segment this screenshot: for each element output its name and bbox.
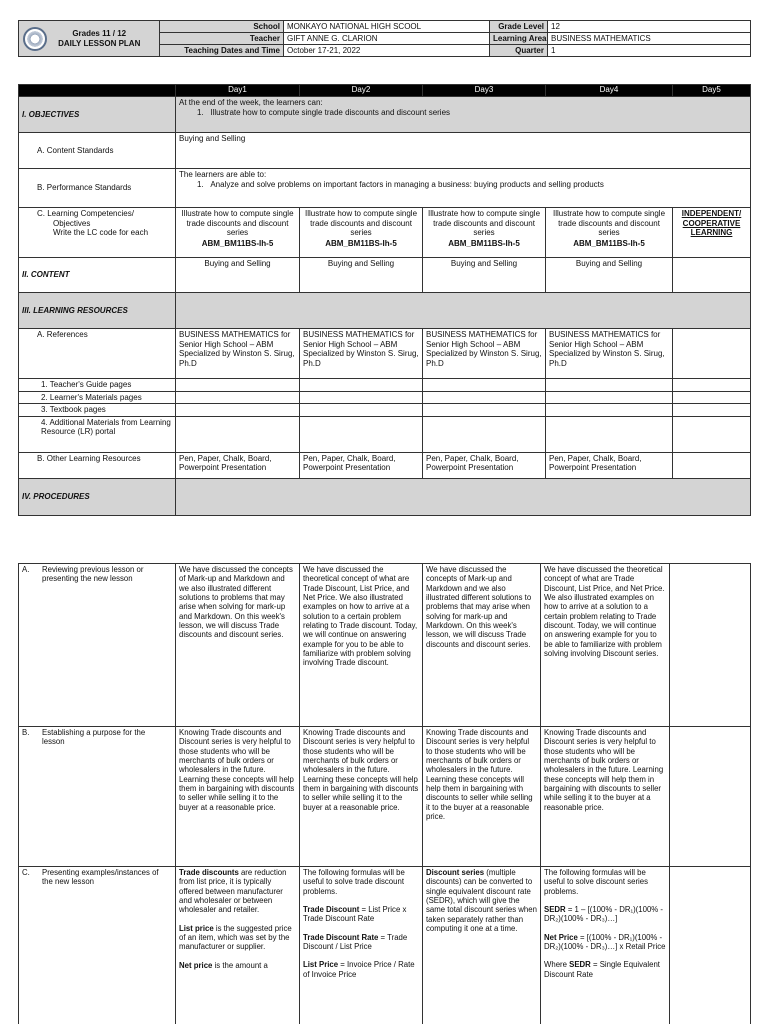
formula-sedr: = 1 – [(100% - DR₁)(100% - DR₂)(100% - DR₃)…] xyxy=(544,905,663,924)
other-day1: Pen, Paper, Chalk, Board, Powerpoint Presentation xyxy=(176,452,300,478)
other-day2: Pen, Paper, Chalk, Board, Powerpoint Presentation xyxy=(300,452,423,478)
proc-a-day5 xyxy=(670,564,751,727)
grade-level-value: 12 xyxy=(548,21,751,33)
tb-day5 xyxy=(673,404,751,417)
tb-day3 xyxy=(423,404,546,417)
performance-item-text: Analyze and solve problems on important factors in managing a business: buying products and selling products xyxy=(210,179,604,189)
competency-text: Illustrate how to compute single trade discounts and discount series xyxy=(181,209,294,238)
where-sedr-term: SEDR xyxy=(569,960,591,970)
where-prefix: Where xyxy=(544,960,570,970)
performance-item: 1. Analyze and solve problems on important factors in managing a business: buying products and selling products xyxy=(197,179,604,189)
competency-day3 xyxy=(423,208,546,258)
competency-day1 xyxy=(176,208,300,258)
plan-title-cell xyxy=(19,21,160,57)
content-standards-label: A. Content Standards xyxy=(19,133,176,169)
competencies-label-line2: Objectives xyxy=(53,218,91,228)
content-day3: Buying and Selling xyxy=(423,258,546,293)
content-day5 xyxy=(673,258,751,293)
content-day1: Buying and Selling xyxy=(176,258,300,293)
proc-c-letter: C. xyxy=(22,868,30,877)
add-day2 xyxy=(300,416,423,452)
reference-day1: BUSINESS MATHEMATICS for Senior High School – ABM Specialized by Winston S. Sirug, Ph.D xyxy=(176,329,300,379)
tb-day2 xyxy=(300,404,423,417)
plan-type: DAILY LESSON PLAN xyxy=(58,38,141,48)
proc-c-label xyxy=(19,867,176,1024)
objectives-item-text: Illustrate how to compute single trade discounts and discount series xyxy=(210,107,451,117)
objectives-item: 1. Illustrate how to compute single trade discounts and discount series xyxy=(197,107,451,117)
reference-day5 xyxy=(673,329,751,379)
tg-day2 xyxy=(300,379,423,392)
competency-code: ABM_BM11BS-Ih-5 xyxy=(325,238,397,248)
school-value: MONKAYO NATIONAL HIGH SCOOL xyxy=(284,21,490,33)
proc-b-day5 xyxy=(670,727,751,867)
def-list-price: is the suggested price of an item, which was set by the manufacturer or supplier. xyxy=(179,923,292,952)
other-day5 xyxy=(673,452,751,478)
reference-day4: BUSINESS MATHEMATICS for Senior High School – ABM Specialized by Winston S. Sirug, Ph.D xyxy=(546,329,673,379)
proc-a-label-text: Reviewing previous lesson or presenting the new lesson xyxy=(42,565,144,584)
day-header-blank xyxy=(19,85,176,97)
formula-list-price-term: List Price xyxy=(303,960,339,970)
formula-list-price: = Invoice Price / Rate of Invoice Price xyxy=(303,960,415,979)
competencies-label xyxy=(19,208,176,258)
competency-text: Illustrate how to compute single trade discounts and discount series xyxy=(427,209,541,238)
tg-day1 xyxy=(176,379,300,392)
proc-c-day5 xyxy=(670,867,751,1024)
proc-a-day2: We have discussed the theoretical concept of what are Trade Discount, List Price, and Net Price. We also illustrated examples on how to arrive at a solution to a certain problem relating to Trade discount. Today, we will continue on answering example for you to be able to familiarize with problem solving involving Trade discount. xyxy=(300,564,423,727)
teacher-value: GIFT ANNE G. CLARION xyxy=(284,33,490,45)
reference-day2: BUSINESS MATHEMATICS for Senior High School – ABM Specialized by Winston S. Sirug, Ph.D xyxy=(300,329,423,379)
day-header-2: Day2 xyxy=(300,85,423,97)
proc-c-day1 xyxy=(176,867,300,1024)
formula-trade-discount: = List Price x Trade Discount Rate xyxy=(303,905,407,924)
learning-area-label: Learning Area xyxy=(490,33,548,45)
resources-heading: III. LEARNING RESOURCES xyxy=(19,293,176,329)
day-header-row xyxy=(19,85,751,97)
competency-text: Illustrate how to compute single trade discounts and discount series xyxy=(304,209,418,238)
competency-text: Illustrate how to compute single trade discounts and discount series xyxy=(552,209,666,238)
formula-rate: = Trade Discount / List Price xyxy=(303,932,408,952)
resources-heading-fill xyxy=(176,293,751,329)
formula-sedr-term: SEDR xyxy=(544,905,566,915)
where-sedr-def: = Single Equivalent Discount Rate xyxy=(544,960,660,979)
def-discount-series: (multiple discounts) can be converted to single equivalent discount rate (SEDR), which will give the same total discount series when taken separately rather than computing it one at a time. xyxy=(426,868,537,934)
learners-materials-label: 2. Learner's Materials pages xyxy=(19,391,176,404)
tg-day4 xyxy=(546,379,673,392)
formula-net-price: = [(100% - DR₁)(100% - DR₂)(100% - DR₃)…] x Retail Price xyxy=(544,932,666,952)
header-table xyxy=(18,20,751,57)
teacher-label: Teacher xyxy=(160,33,284,45)
teachers-guide-label: 1. Teacher's Guide pages xyxy=(19,379,176,392)
competency-day2 xyxy=(300,208,423,258)
tb-day1 xyxy=(176,404,300,417)
references-label: A. References xyxy=(19,329,176,379)
objectives-heading: I. OBJECTIVES xyxy=(19,97,176,133)
objectives-intro: At the end of the week, the learners can: xyxy=(179,98,323,107)
def-trade-discounts: are reduction from list price, it is typically offered between manufacturer and wholesaler or between wholesaler and retailer. xyxy=(179,868,287,915)
content-heading: II. CONTENT xyxy=(19,258,176,293)
proc-b-day3: Knowing Trade discounts and Discount series is very helpful to those students who will be merchants of bulk orders or wholesalers in the future. Learning these concepts will help them in bargaining with discounts to seller while selling it to the buyer at a reasonable price. xyxy=(423,727,541,867)
dates-label: Teaching Dates and Time xyxy=(160,45,284,57)
lm-day1 xyxy=(176,391,300,404)
proc-a-letter: A. xyxy=(22,565,30,574)
proc-a-day3: We have discussed the concepts of Mark-up and Markdown and we also illustrated different solutions to problems that may arise when solving for mark-up and Markdown. On this week's lesson, we will discuss Trade discounts and discount series. xyxy=(423,564,541,727)
proc-c-day2 xyxy=(300,867,423,1024)
lm-day2 xyxy=(300,391,423,404)
proc-a-label xyxy=(19,564,176,727)
day-header-5: Day5 xyxy=(673,85,751,97)
formula-trade-discount-term: Trade Discount xyxy=(303,905,360,915)
add-day4 xyxy=(546,416,673,452)
proc-a-day1: We have discussed the concepts of Mark-up and Markdown and we also illustrated different solutions to problems that may arise when solving for mark-up and Markdown. On this week's lesson, we will discuss Trade discounts and discount series. xyxy=(176,564,300,727)
other-resources-label: B. Other Learning Resources xyxy=(19,452,176,478)
procedures-heading-fill xyxy=(176,478,751,515)
tb-day4 xyxy=(546,404,673,417)
competency-code: ABM_BM11BS-Ih-5 xyxy=(201,238,274,248)
competency-day5: INDEPENDENT/ COOPERATIVE LEARNING xyxy=(673,208,751,258)
proc-c-day3 xyxy=(423,867,541,1024)
competencies-label-line1: C. Learning Competencies/ xyxy=(37,209,134,218)
proc-c-label-text: Presenting examples/instances of the new lesson xyxy=(42,868,159,887)
add-day1 xyxy=(176,416,300,452)
proc-b-day1: Knowing Trade discounts and Discount series is very helpful to those students who will be merchants of bulk orders or wholesalers in the future. Learning these concepts will help them in bargaining with discounts to seller while selling it to the buyer at a reasonable price. xyxy=(176,727,300,867)
formula-rate-term: Trade Discount Rate xyxy=(303,932,379,942)
dates-value: October 17-21, 2022 xyxy=(284,45,490,57)
performance-intro: The learners are able to: xyxy=(179,170,267,179)
other-day4: Pen, Paper, Chalk, Board, Powerpoint Presentation xyxy=(546,452,673,478)
proc-b-day4: Knowing Trade discounts and Discount series is very helpful to those students who will be merchants of bulk orders or wholesalers in the future. Learning these concepts will help them in bargaining with discounts to seller while selling it to the buyer at a reasonable price. xyxy=(541,727,670,867)
performance-standards-cell xyxy=(176,169,751,208)
other-day3: Pen, Paper, Chalk, Board, Powerpoint Presentation xyxy=(423,452,546,478)
quarter-label: Quarter xyxy=(490,45,548,57)
procedures-heading: IV. PROCEDURES xyxy=(19,478,176,515)
competency-code: ABM_BM11BS-Ih-5 xyxy=(448,238,520,248)
proc-b-day2: Knowing Trade discounts and Discount series is very helpful to those students who will be merchants of bulk orders or wholesalers in the future. Learning these concepts will help them in bargaining with discounts to seller while selling it to the buyer at a reasonable price. xyxy=(300,727,423,867)
day-header-3: Day3 xyxy=(423,85,546,97)
term-discount-series: Discount series xyxy=(426,868,485,877)
day-header-1: Day1 xyxy=(176,85,300,97)
proc-c-day4 xyxy=(541,867,670,1024)
add-day3 xyxy=(423,416,546,452)
term-list-price: List price xyxy=(179,923,214,933)
lesson-plan-table xyxy=(18,84,751,516)
proc-b-letter: B. xyxy=(22,728,30,737)
competency-day4 xyxy=(546,208,673,258)
formula-net-price-term: Net Price xyxy=(544,932,578,942)
tg-day5 xyxy=(673,379,751,392)
proc-b-label xyxy=(19,727,176,867)
lm-day3 xyxy=(423,391,546,404)
proc-b-label-text: Establishing a purpose for the lesson xyxy=(42,728,146,747)
quarter-value: 1 xyxy=(548,45,751,57)
grades-label: Grades 11 / 12 xyxy=(72,28,127,38)
series-formulas-intro: The following formulas will be useful to solve discount series problems. xyxy=(544,868,649,896)
day-header-4: Day4 xyxy=(546,85,673,97)
proc-a-day4: We have discussed the theoretical concept of what are Trade Discount, List Price, and Net Price. We also illustrated examples on how to arrive at a solution to a certain problem relating to Trade discount. Today, we will continue on answering example for you to be able to familiarize with problem solving involving Discount series. xyxy=(541,564,670,727)
deped-seal-icon xyxy=(23,27,47,51)
additional-materials-label: 4. Additional Materials from Learning Resource (LR) portal xyxy=(19,416,176,452)
term-trade-discounts: Trade discounts xyxy=(179,868,239,877)
formulas-intro: The following formulas will be useful to solve trade discount problems. xyxy=(303,868,405,896)
lm-day4 xyxy=(546,391,673,404)
content-day4: Buying and Selling xyxy=(546,258,673,293)
content-standards-value: Buying and Selling xyxy=(176,133,751,169)
tg-day3 xyxy=(423,379,546,392)
school-label: School xyxy=(160,21,284,33)
content-day2: Buying and Selling xyxy=(300,258,423,293)
procedures-table xyxy=(18,563,751,1024)
term-net-price: Net price xyxy=(179,960,213,970)
add-day5 xyxy=(673,416,751,452)
reference-day3: BUSINESS MATHEMATICS for Senior High School – ABM Specialized by Winston S. Sirug, Ph.D xyxy=(423,329,546,379)
def-net-price: is the amount a xyxy=(212,960,268,970)
learning-area-value: BUSINESS MATHEMATICS xyxy=(548,33,751,45)
grade-level-label: Grade Level xyxy=(490,21,548,33)
objectives-cell xyxy=(176,97,751,133)
competencies-label-line3: Write the LC code for each xyxy=(53,228,149,238)
competency-code: ABM_BM11BS-Ih-5 xyxy=(573,238,645,248)
performance-standards-label: B. Performance Standards xyxy=(19,169,176,208)
textbook-label: 3. Textbook pages xyxy=(19,404,176,417)
lm-day5 xyxy=(673,391,751,404)
